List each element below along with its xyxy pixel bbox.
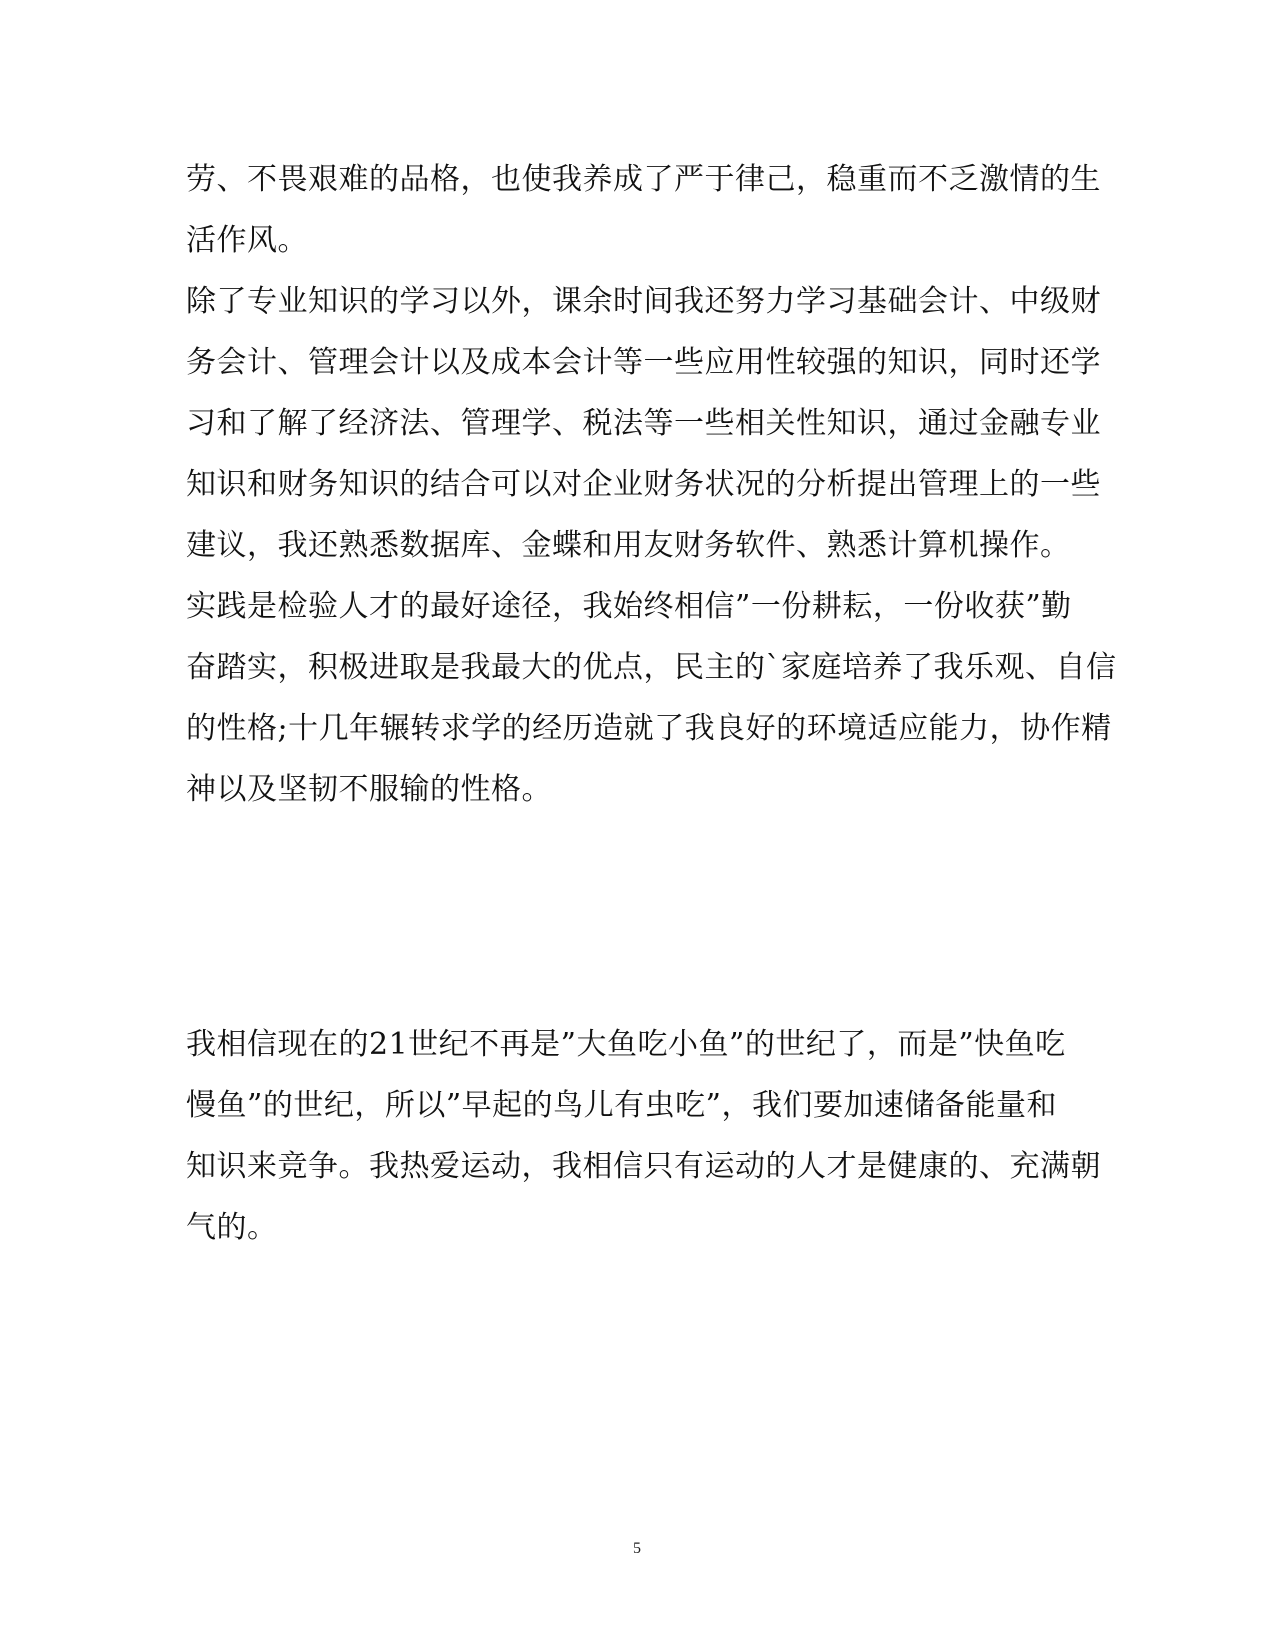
text-line: 神以及坚韧不服输的性格。 [186, 772, 552, 807]
text-line: 我相信现在的21世纪不再是”大鱼吃小鱼”的世纪了，而是”快鱼吃 [186, 1027, 1066, 1062]
text-line: 知识和财务知识的结合可以对企业财务状况的分析提出管理上的一些 [186, 467, 1101, 502]
text-line: 除了专业知识的学习以外，课余时间我还努力学习基础会计、中级财 [186, 284, 1101, 319]
text-line: 劳、不畏艰难的品格，也使我养成了严于律己，稳重而不乏激情的生 [186, 162, 1101, 197]
text-line: 活作风。 [186, 223, 308, 258]
text-line: 奋踏实，积极进取是我最大的优点，民主的`家庭培养了我乐观、自信 [186, 650, 1117, 685]
text-line: 习和了解了经济法、管理学、税法等一些相关性知识，通过金融专业 [186, 406, 1101, 441]
text-line: 知识来竞争。我热爱运动，我相信只有运动的人才是健康的、充满朝 [186, 1149, 1101, 1184]
text-line: 气的。 [186, 1210, 278, 1245]
text-line: 实践是检验人才的最好途径，我始终相信”一份耕耘，一份收获”勤 [186, 589, 1072, 624]
text-line: 务会计、管理会计以及成本会计等一些应用性较强的知识，同时还学 [186, 345, 1101, 380]
text-line: 慢鱼”的世纪，所以”早起的鸟儿有虫吃”，我们要加速储备能量和 [186, 1088, 1058, 1123]
text-line: 的性格;十几年辗转求学的经历造就了我良好的环境适应能力，协作精 [186, 711, 1112, 746]
page-number: 5 [633, 1540, 641, 1557]
text-line: 建议，我还熟悉数据库、金蝶和用友财务软件、熟悉计算机操作。 [186, 528, 1071, 563]
